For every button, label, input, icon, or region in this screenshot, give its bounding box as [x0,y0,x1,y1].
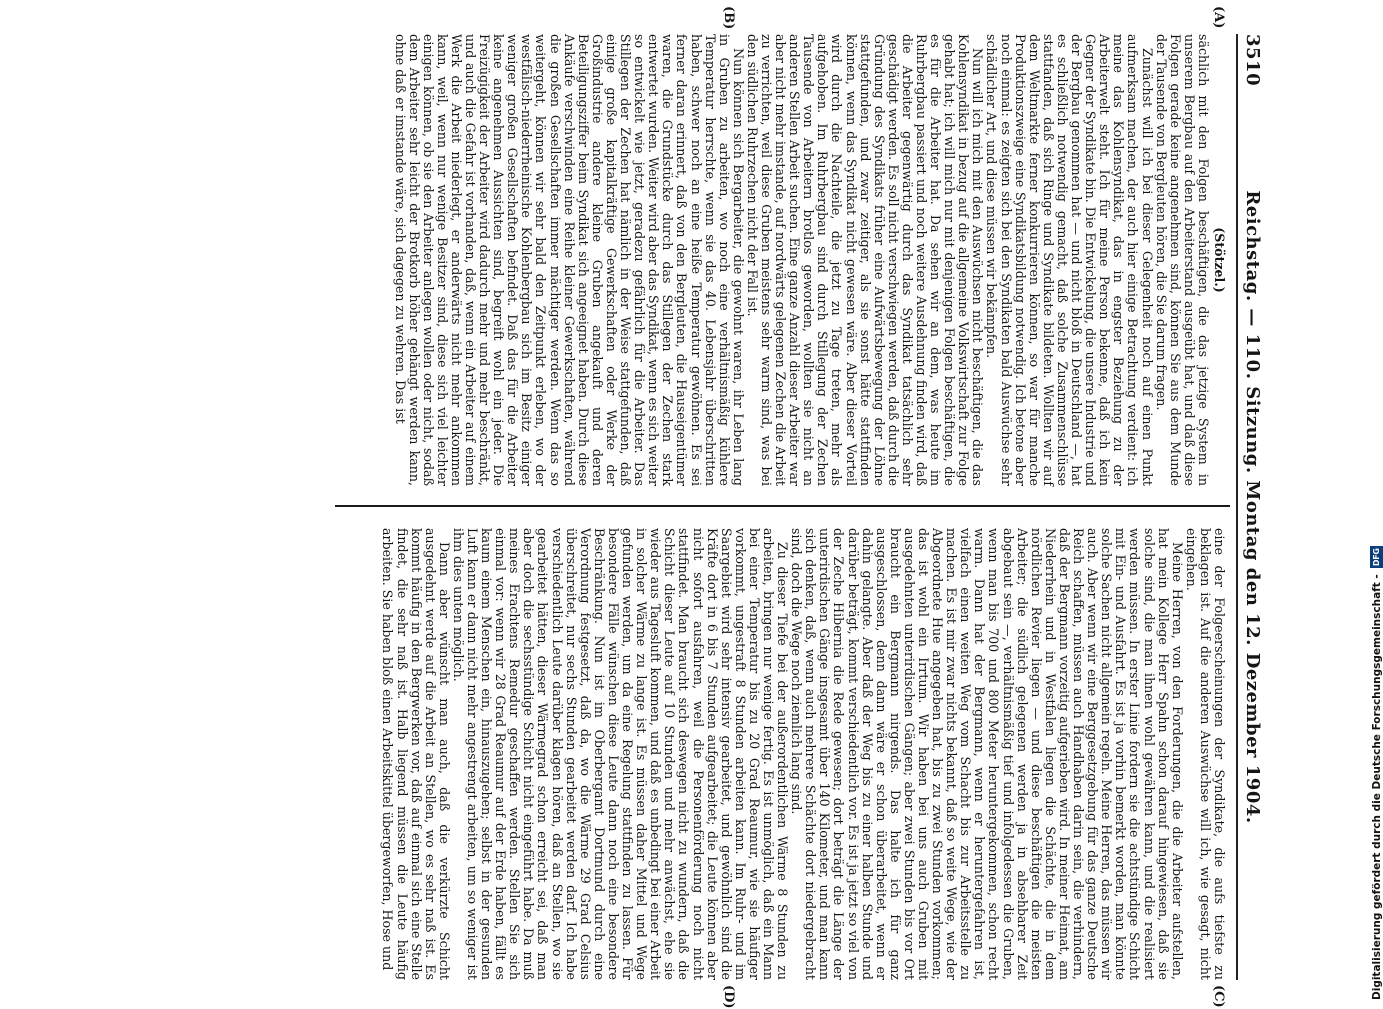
digitization-credit [1370,546,1383,1000]
credit-text: Digitalisierung gefördert durch die Deutsche Forschungsgemeinschaft - [1371,574,1383,1000]
speaker-name: (Stötzel.) [1212,227,1227,293]
header-rule [1236,34,1238,980]
page-header [1242,34,1264,980]
column-divider [335,505,1230,507]
paragraph: Nun will ich mich mit den Auswüchsen nicht beschäftigen, die das Kohlensyndikat in bezug auf die allgemeine Volkswirtschaft zur Folge gehabt hat; ich will mich nur mit denjenigen Folgen beschäftigen, die es für die Arbeiter hat. Da sehen wir an dem, was heute im Ruhrbergbau passiert und noch weitere Ausdehnung finden wird, daß die Arbeiter gegenwärtig durch das Syndikat tatsächlich sehr geschädigt werden. Es soll nicht verschwiegen werden, daß durch die Gründung des Syndikats früher eine Aufwärtsbewegung der Löhne stattgefunden, und zwar zeitiger, als sie sonst hätte stattfinden können, wenn das Syndikat nicht gewesen wäre. Aber dieser Vorteil wird durch die Nachteile, die jetzt zu Tage treten, mehr als aufgehoben. Im Ruhrbergbau sind durch Stillegung der Zechen Tausende von Arbeitern brotlos geworden, wollten sie nicht an anderen Stellen Arbeit suchen. Eine ganze Anzahl dieser Arbeiter war aber nicht mehr imstande, auf nordwärts gelegenen Zechen die Arbeit zu verrichten, weil diese Gruben meistens sehr warm sind, was bei den südlichen Ruhrzechen nicht der Fall ist. [744,34,986,486]
left-text-column [392,34,1226,486]
margin-mark-a: (A) [1211,6,1226,29]
margin-mark-c: (C) [1211,985,1226,1008]
margin-mark-b: (B) [721,6,736,30]
paragraph: Meine Herren, von den Forderungen, die die Arbeiter aufstellen, hat mein Kollege Herr Spahn schon darauf hingewiesen, daß sie solche sind, die man ihnen wohl gewähren kann, und die realisiert werden müssen. In erster Linie fordern sie die achtstündige Schicht mit Ein- und Ausfahrt. Es ist ja vorhin bemerkt worden, man könnte solche Sachen nicht allgemein regeln. Meine Herren, das müssen wir auch. Aber wenn wir eine Berggesetzgebung für das ganze Deutsche Reich schaffen, müssen auch Handhaben darin sein, die verhindern, daß der Bergmann vorzeitig aufgerieben wird. In meiner Heimat, am Niederrhein und in Westfalen liegen die Schächte, die in dem nördlichen Revier liegen — und diese beschäftigen die meisten Arbeiter; die südlich gelegenen werden ja in absehbarer Zeit abgebaut sein —, verhältnismäßig tief und infolgedessen die Gruben, wenn man bis 700 und 800 Meter heruntergekommen, schon recht warm. Dann hat der Bergmann, wenn er heruntergefahren ist, vielfach einen weiten Weg vom Schacht bis zur Arbeitsstelle zu machen. Es ist mir zwar nichts bekannt, daß so weite Wege, wie der Abgeordnete Hue angegeben hat, bis zu zwei Stunden vorkommen; das ist wohl ein Irrtum. Wir haben bei uns auch Gruben mit ausgedehnten unterirdischen Gängen; aber zwei Stunden bis vor Ort braucht ein Bergmann nirgends. Das halte ich für ganz ausgeschlossen, denn dann wäre er schon überarbeitet, wenn er dahin gelangte. Aber daß der Weg bis zu einer halben Stunde und darüber beträgt, kommt verschiedentlich vor. Es ist ja jetzt so viel von der Zeche Hibernia die Rede gewesen; dort beträgt die Länge der unterirdischen Gänge insgesamt über 140 Kilometer, und man kann sich denken, daß, wenn auch mehrere Schächte dort niedergebracht sind, doch die Wege noch ziemlich lang sind. [789,528,1185,980]
right-text-column [380,528,1226,980]
page-number: 3510 [1242,34,1263,87]
paragraph: Zu dieser Tiefe bei der außerordentlichen Wärme 8 Stunden zu arbeiten, bringen nur wenige fertig. Es ist unmöglich, daß ein Mann bei einer Temperatur bis zu 20 Grad Reaumur, wie sie häufiger vorkommt, ungestraft 8 Stunden arbeiten kann. Im Ruhr- und im Saargebiet wird sehr intensiv gearbeitet, und gewöhnlich sind die Kräfte dort in 6 bis 7 Stunden aufgearbeitet; die Leute können aber nicht sofort ausfahren, weil die Personenförderung noch nicht stattfindet. Man braucht sich deswegen nicht zu wundern, daß die Schicht dieser Leute auf 10 Stunden und mehr anwächst, ehe sie wieder aus Tagesluft kommen, und daß es unbedingt bei einer Arbeit in solcher Wärme zu lange ist. Es müssen daher Mittel und Wege gefunden werden, um da eine Regelung stattfinden zu lassen. Für besondere Fälle wünschen diese Leute dann noch eine besondere Beschränkung. Nun ist im Oberbergamt Dortmund durch eine Verordnung festgesetzt, daß da, wo die Wärme 29 Grad Celsius überschreitet, nur sechs Stunden gearbeitet werden darf. Ich habe verschiedentlich Leute darüber klagen hören, daß an Stellen, wo sie gearbeitet hätten, dieser Wärmegrad schon erreicht sei, daß man aber doch die sechsstündige Schicht nicht eingeführt habe. Da muß meines Erachtens Remedur geschaffen werden. Stellen Sie sich einmal vor: wenn wir 28 Grad Reaumur auf der Erde haben, fällt es kaum einem Menschen ein, hinauszugehen; selbst in der gesunden Luft kann er dann nicht mehr angestrengt arbeiten, um so weniger ist ihm dies unten möglich. [450,528,791,980]
paragraph: Zunächst will ich bei dieser Gelegenheit noch auf einen Punkt aufmerksam machen, der auch hier einige Betrachtung verdient: ich meine das Kohlensyndikat, das in engster Beziehung zu der Arbeiterwelt steht. Ich für meine Person bekenne, daß ich kein Gegner der Syndikate bin. Die Entwickelung, die unsere Industrie und der Bergbau genommen hat — und nicht bloß in Deutschland —, hat es schließlich notwendig gemacht, daß solche Zusammenschlüsse stattfanden, daß sich Ringe und Syndikate bildeten. Wollten wir auf dem Weltmarkte ferner konkurrieren können, so war für manche Produktionszweige eine Syndikatsbildung notwendig. Ich betone aber noch einmal: es zeigten sich bei den Syndikaten bald Auswüchse sehr schädlicher Art, und diese müssen wir bekämpfen. [984,34,1155,486]
paragraph: Nun können sich Bergarbeiter, die gewohnt waren, ihr Leben lang in Gruben zu arbeiten, wo noch eine verhältnismäßig kühlere Temperatur herrschte, wenn sie das 40. Lebensjahr überschritten haben, schwer noch an eine heiße Temperatur gewöhnen. Es sei ferner daran erinnert, daß von den Bergleuten, die Hauseigentümer waren, die Grundstücke durch das Stillegen der Zechen stark entwertet wurden. Weiter wird aber das Syndikat, wenn es sich weiter so entwickelt wie jetzt, geradezu gefährlich für die Arbeiter. Das Stillegen der Zechen hat nämlich in der Weise stattgefunden, daß einige große kapitalkräftige Gewerkschaften oder Werke der Großindustrie andere kleine Gruben angekauft und deren Beteiligungsziffer beim Syndikat sich angeeignet haben. Durch diese Ankäufe verschwinden eine Reihe kleiner Gewerkschaften, während die großen Gesellschaften immer mächtiger werden. Wenn das so weitergeht, können wir sehr bald den Zeitpunkt erleben, wo der westfälisch-niederrheinische Kohlenbergbau sich im Besitz einiger weniger großen Gesellschaften befindet. Daß das für die Arbeiter keine angenehmen Aussichten sind, begreift wohl ein jeder. Die Freizügigkeit der Arbeiter wird dadurch mehr und mehr beschränkt, und auch die Gefahr ist vorhanden, daß, wenn ein Arbeiter auf einem Werk die Arbeit niederlegt, er anderwärts nicht mehr ankommen kann, weil, wenn nur wenige Besitzer sind, diese sich viel leichter einigen können, ob sie den Arbeiter anlegen wollen oder nicht, sodaß dem Arbeiter sehr leicht der Brotkorb höher gehängt werden kann, ohne daß er imstande wäre, sich dagegen zu wehren. Das ist [392,34,746,486]
paragraph: sächlich mit den Folgen beschäftigen, die das jetzige System in unserem Bergbau auf den Arbeiterstand ausgeübt hat, und daß diese Folgen gerade keine angenehmen sind, können Sie aus dem Munde der Tausende von Bergleuten hören, die Sie darum fragen. [1153,34,1211,486]
dfg-logo: DFG [1370,546,1383,568]
paragraph: eine der Folgeerscheinungen der Syndikate, die aufs tiefste zu beklagen ist. Auf die anderen Auswüchse will ich, wie gesagt, nicht eingehen. [1183,528,1227,980]
paragraph: Dann aber wünscht man auch, daß die verkürzte Schicht ausgedehnt werde auf die Arbeit an Stellen, wo es sehr naß ist. Es kommt häufig in den Bergwerken vor, daß auf einmal sich eine Stelle findet, die sehr naß ist. Halb liegend müssen die Leute häufig arbeiten. Sie haben bloß einen Arbeitskittel übergeworfen, Hose und [380,528,452,980]
margin-mark-d: (D) [721,985,736,1009]
session-title: Reichstag. — 110. Sitzung. Montag den 12. Dezember 1904. [1242,190,1263,824]
